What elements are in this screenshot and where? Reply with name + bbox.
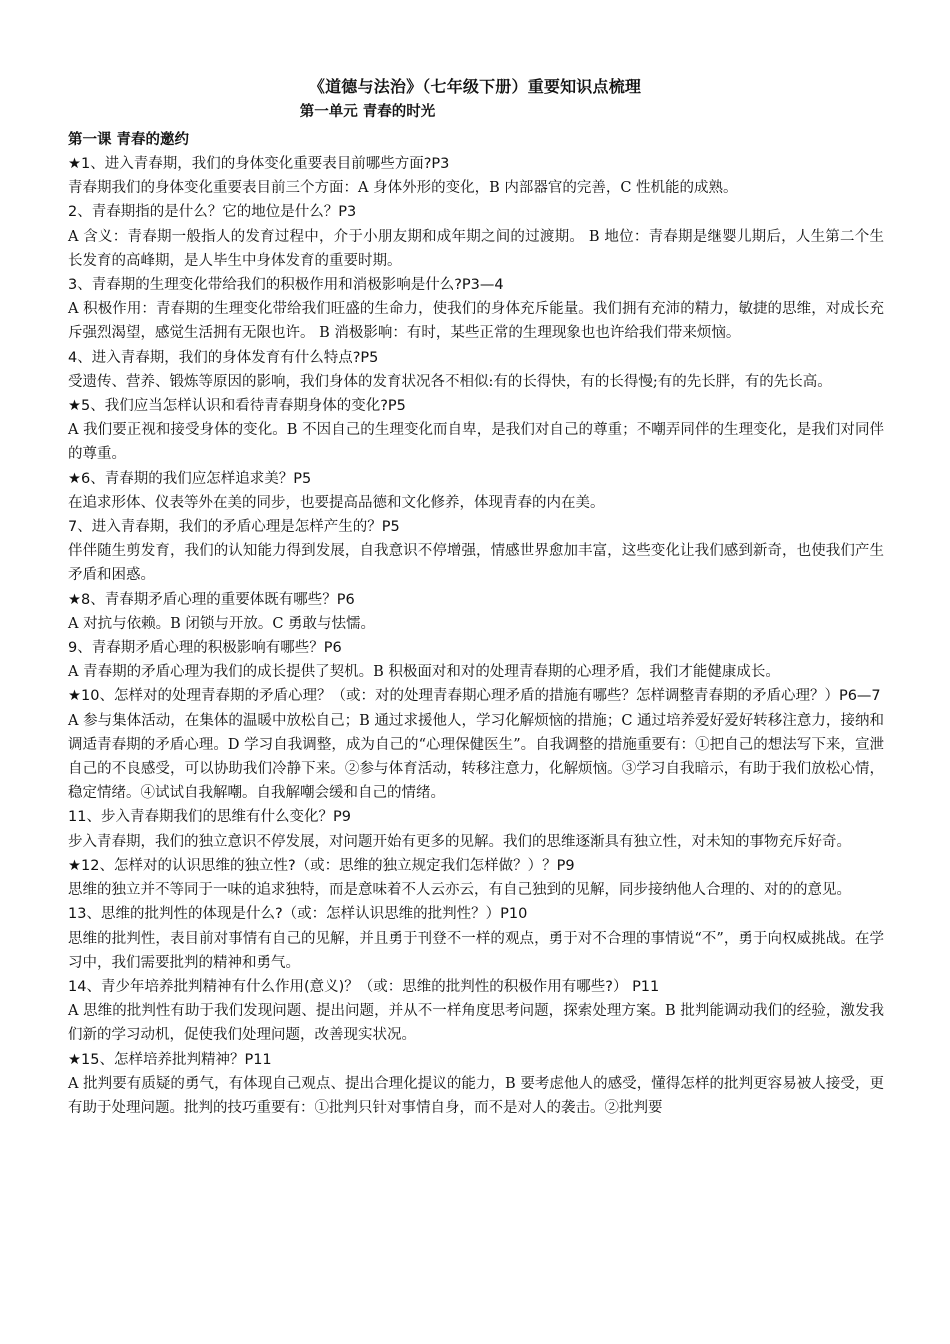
answer-1: 青春期我们的身体变化重要表目前三个方面：A 身体外形的变化，B 内部器官的完善，C 性机能的成熟。 bbox=[68, 180, 738, 197]
question-14: 14、青少年培养批判精神有什么作用(意义)？（或：思维的批判性的积极作用有哪些?） P11 bbox=[68, 978, 660, 995]
answer-8: A 对抗与依赖。B 闭锁与开放。C 勇敢与怯懦。 bbox=[68, 615, 376, 632]
answer-6: 在追求形体、仪表等外在美的同步，也要提高品德和文化修养，体现青春的内在美。 bbox=[68, 494, 605, 511]
answer-12: 思维的独立并不等同于一味的追求独特，而是意味着不人云亦云，有自己独到的见解，同步接纳他人合理的、对的的意见。 bbox=[68, 882, 851, 899]
answer-15: A 批判要有质疑的勇气，有体现自己观点、提出合理化提议的能力，B 要考虑他人的感受，懂得怎样的批判更容易被人接受，更有助于处理问题。批判的技巧重要有：①批判只针对事情自身，而不是对人的袭击。②批判要 bbox=[68, 1075, 884, 1116]
question-8: ★8、青春期矛盾心理的重要体既有哪些？P6 bbox=[68, 591, 355, 608]
answer-5: A 我们要正视和接受身体的变化。B 不因自己的生理变化而自卑，是我们对自己的尊重；不嘲弄同伴的生理变化，是我们对同伴的尊重。 bbox=[68, 422, 884, 463]
answer-4: 受遗传、营养、锻炼等原因的影响，我们身体的发育状况各不相似:有的长得快，有的长得慢;有的先长胖，有的先长高。 bbox=[68, 373, 832, 390]
answer-14: A 思维的批判性有助于我们发现问题、提出问题，并从不一样角度思考问题，探索处理方案。B 批判能调动我们的经验，激发我们新的学习动机，促使我们处理问题，改善现实状况。 bbox=[68, 1003, 884, 1044]
question-10: ★10、怎样对的处理青春期的矛盾心理？（或：对的处理青春期心理矛盾的措施有哪些？怎样调整青春期的矛盾心理？）P6—7 bbox=[68, 688, 881, 705]
answer-2: A 含义：青春期一般指人的发育过程中，介于小朋友期和成年期之间的过渡期。 B 地位：青春期是继婴儿期后，人生第二个生长发育的高峰期，是人毕生中身体发育的重要时期。 bbox=[68, 228, 884, 269]
answer-10: A 参与集体活动，在集体的温暖中放松自己；B 通过求援他人，学习化解烦恼的措施；C 通过培养爱好爱好转移注意力，接纳和调适青春期的矛盾心理。D 学习自我调整，成为自己的“心理保健医生”。自我调整的措施重要有：①把自己的想法写下来，宣泄自己的不良感受，可以协助我们冷静下来。②参与体育活动，转移注意力，化解烦恼。③学习自我暗示，有助于我们放松心情，稳定情绪。④试试自我解嘲。自我解嘲会缓和自己的情绪。 bbox=[68, 712, 884, 802]
answer-9: A 青春期的矛盾心理为我们的成长提供了契机。B 积极面对和对的处理青春期的心理矛盾，我们才能健康成长。 bbox=[68, 664, 780, 681]
question-7: 7、进入青春期，我们的矛盾心理是怎样产生的？P5 bbox=[68, 519, 400, 536]
lesson-heading: 第一课 青春的邀约 bbox=[68, 132, 190, 148]
question-12: ★12、怎样对的认识思维的独立性?（或：思维的独立规定我们怎样做？）？P9 bbox=[68, 857, 575, 874]
question-9: 9、青春期矛盾心理的积极影响有哪些？P6 bbox=[68, 640, 342, 657]
document-title: 《道德与法治》（七年级下册）重要知识点梳理 bbox=[308, 77, 642, 96]
answer-13: 思维的批判性，表目前对事情有自己的见解，并且勇于刊登不一样的观点，勇于对不合理的事情说“不”，勇于向权威挑战。在学习中，我们需要批判的精神和勇气。 bbox=[68, 930, 884, 971]
question-5: ★5、我们应当怎样认识和看待青春期身体的变化?P5 bbox=[68, 398, 406, 415]
question-4: 4、进入青春期，我们的身体发育有什么特点?P5 bbox=[68, 349, 379, 366]
question-3: 3、青春期的生理变化带给我们的积极作用和消极影响是什么?P3—4 bbox=[68, 277, 504, 294]
answer-7: 伴伴随生剪发育，我们的认知能力得到发展，自我意识不停增强，情感世界愈加丰富，这些变化让我们感到新奇，也使我们产生矛盾和困惑。 bbox=[68, 543, 884, 584]
question-6: ★6、青春期的我们应怎样追求美？P5 bbox=[68, 470, 312, 487]
unit-heading: 第一单元 青春的时光 bbox=[299, 104, 436, 120]
question-1: ★1、进入青春期，我们的身体变化重要表目前哪些方面?P3 bbox=[68, 156, 450, 172]
answer-11: 步入青春期，我们的独立意识不停发展，对问题开始有更多的见解。我们的思维逐渐具有独立性，对未知的事物充斥好奇。 bbox=[68, 833, 851, 850]
answer-3: A 积极作用：青春期的生理变化带给我们旺盛的生命力，使我们的身体充斥能量。我们拥有充沛的精力，敏捷的思维，对成长充斥强烈渴望，感觉生活拥有无限也许。 B 消极影响：有时，某些正常的生理现象也也许给我们带来烦恼。 bbox=[68, 301, 884, 342]
question-13: 13、思维的批判性的体现是什么?（或：怎样认识思维的批判性？）P10 bbox=[68, 906, 528, 923]
question-2: 2、青春期指的是什么？它的地位是什么？P3 bbox=[68, 204, 357, 221]
document-body bbox=[68, 128, 884, 1120]
question-15: ★15、怎样培养批判精神？P11 bbox=[68, 1051, 272, 1068]
question-11: 11、步入青春期我们的思维有什么变化？P9 bbox=[68, 809, 351, 826]
